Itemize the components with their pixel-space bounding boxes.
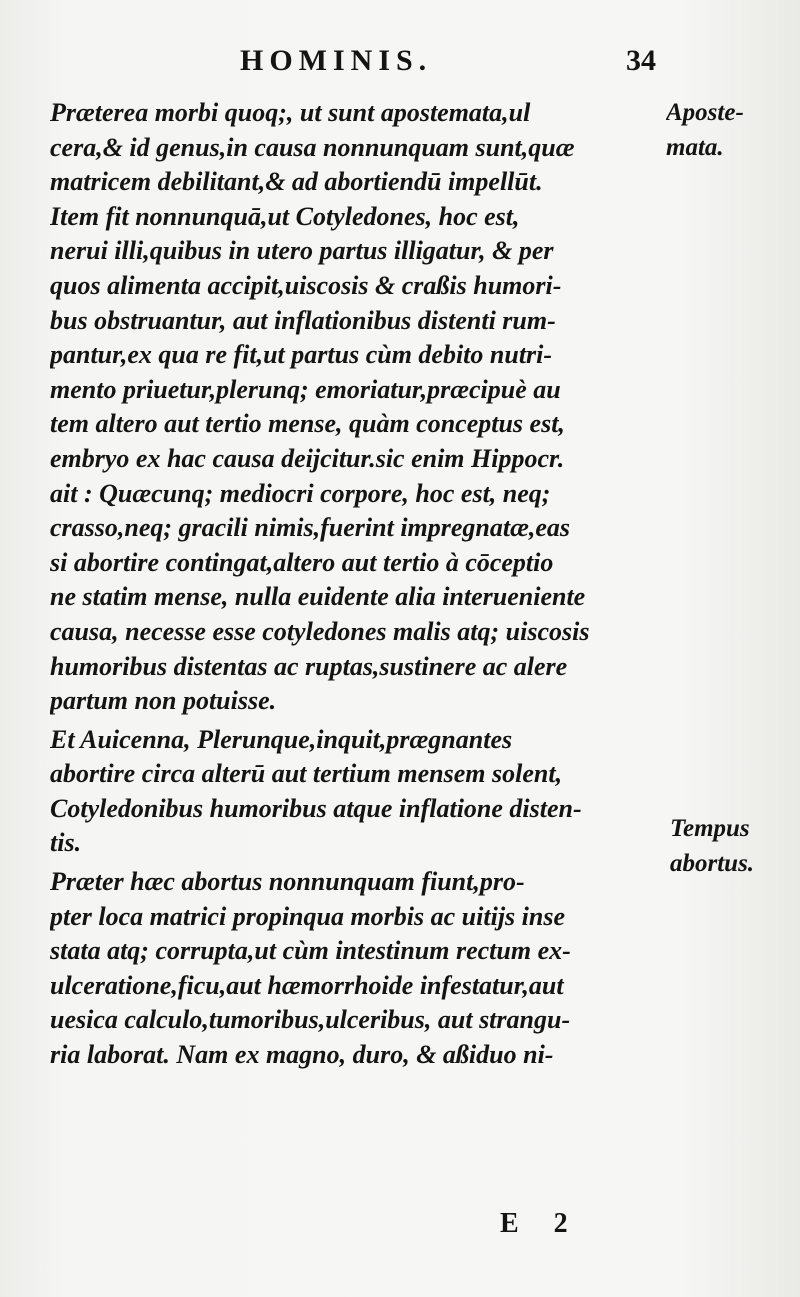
text-line: cera,& id genus,in causa nonnunquam sunt,quæ bbox=[50, 132, 575, 162]
margin-note-line: mata. bbox=[666, 133, 724, 161]
text-line: ait : Quæcunq; mediocri corpore, hoc est, neq; bbox=[50, 478, 551, 508]
page-header bbox=[0, 44, 800, 84]
text-line: Item fit nonnunquā,ut Cotyledones, hoc est, bbox=[50, 201, 520, 231]
text-line: abortire circa alterū aut tertium mensem solent, bbox=[50, 759, 563, 789]
page-number: 34 bbox=[626, 44, 656, 77]
text-line: si abortire contingat,altero aut tertio à cōceptio bbox=[50, 547, 554, 577]
text-line: embryo ex hac causa deijcitur.sic enim Hippocr. bbox=[50, 443, 565, 473]
text-line: nerui illi,quibus in utero partus illigatur, & per bbox=[50, 236, 554, 266]
text-line: Præter hæc abortus nonnunquam fiunt,pro- bbox=[50, 867, 525, 897]
text-line: ne statim mense, nulla euidente alia interueniente bbox=[50, 582, 586, 612]
text-line: crasso,neq; gracili nimis,fuerint impregnatæ,eas bbox=[50, 513, 571, 543]
signature-mark: E 2 bbox=[500, 1208, 582, 1239]
text-line: tem altero aut tertio mense, quàm conceptus est, bbox=[50, 409, 565, 439]
margin-note-line: Aposte- bbox=[666, 99, 744, 126]
text-line: uesica calculo,tumoribus,ulceribus, aut strangu- bbox=[50, 1005, 571, 1035]
text-line: humoribus distentas ac ruptas,sustinere ac alere bbox=[50, 651, 568, 681]
text-line: mento priuetur,plerunq; emoriatur,præcipuè au bbox=[50, 374, 561, 404]
margin-note-line: abortus. bbox=[670, 849, 755, 877]
text-line: Et Auicenna, Plerunque,inquit,prægnantes bbox=[50, 724, 513, 754]
margin-note-apostemata bbox=[666, 96, 744, 165]
text-line: causa, necesse esse cotyledones malis atq; uiscosis bbox=[50, 616, 590, 646]
text-line: partum non potuisse. bbox=[50, 686, 277, 716]
text-line: quos alimenta accipit,uiscosis & craßis humori- bbox=[50, 270, 562, 300]
text-line: Cotyledonibus humoribus atque inflatione disten- bbox=[50, 793, 582, 823]
text-line: pter loca matrici propinqua morbis ac uitijs inse bbox=[50, 901, 565, 931]
text-line: pantur,ex qua re fit,ut partus cùm debito nutri- bbox=[50, 340, 553, 370]
text-line: ria laborat. Nam ex magno, duro, & aßiduo ni- bbox=[50, 1040, 554, 1070]
running-head: HOMINIS. bbox=[240, 44, 433, 77]
text-line: bus obstruantur, aut inflationibus distenti rum- bbox=[50, 305, 556, 335]
text-line: matricem debilitant,& ad abortiendū impellūt. bbox=[50, 167, 543, 197]
body-text bbox=[50, 96, 665, 1073]
text-line: stata atq; corrupta,ut cùm intestinum rectum ex- bbox=[50, 936, 571, 966]
margin-note-tempus-abortus bbox=[670, 812, 754, 881]
margin-note-line: Tempus bbox=[670, 815, 750, 842]
text-line: ulceratione,ficu,aut hæmorrhoide infestatur,aut bbox=[50, 970, 564, 1000]
text-line: tis. bbox=[50, 828, 82, 858]
text-line: Præterea morbi quoq;, ut sunt apostemata,ul bbox=[50, 98, 531, 127]
